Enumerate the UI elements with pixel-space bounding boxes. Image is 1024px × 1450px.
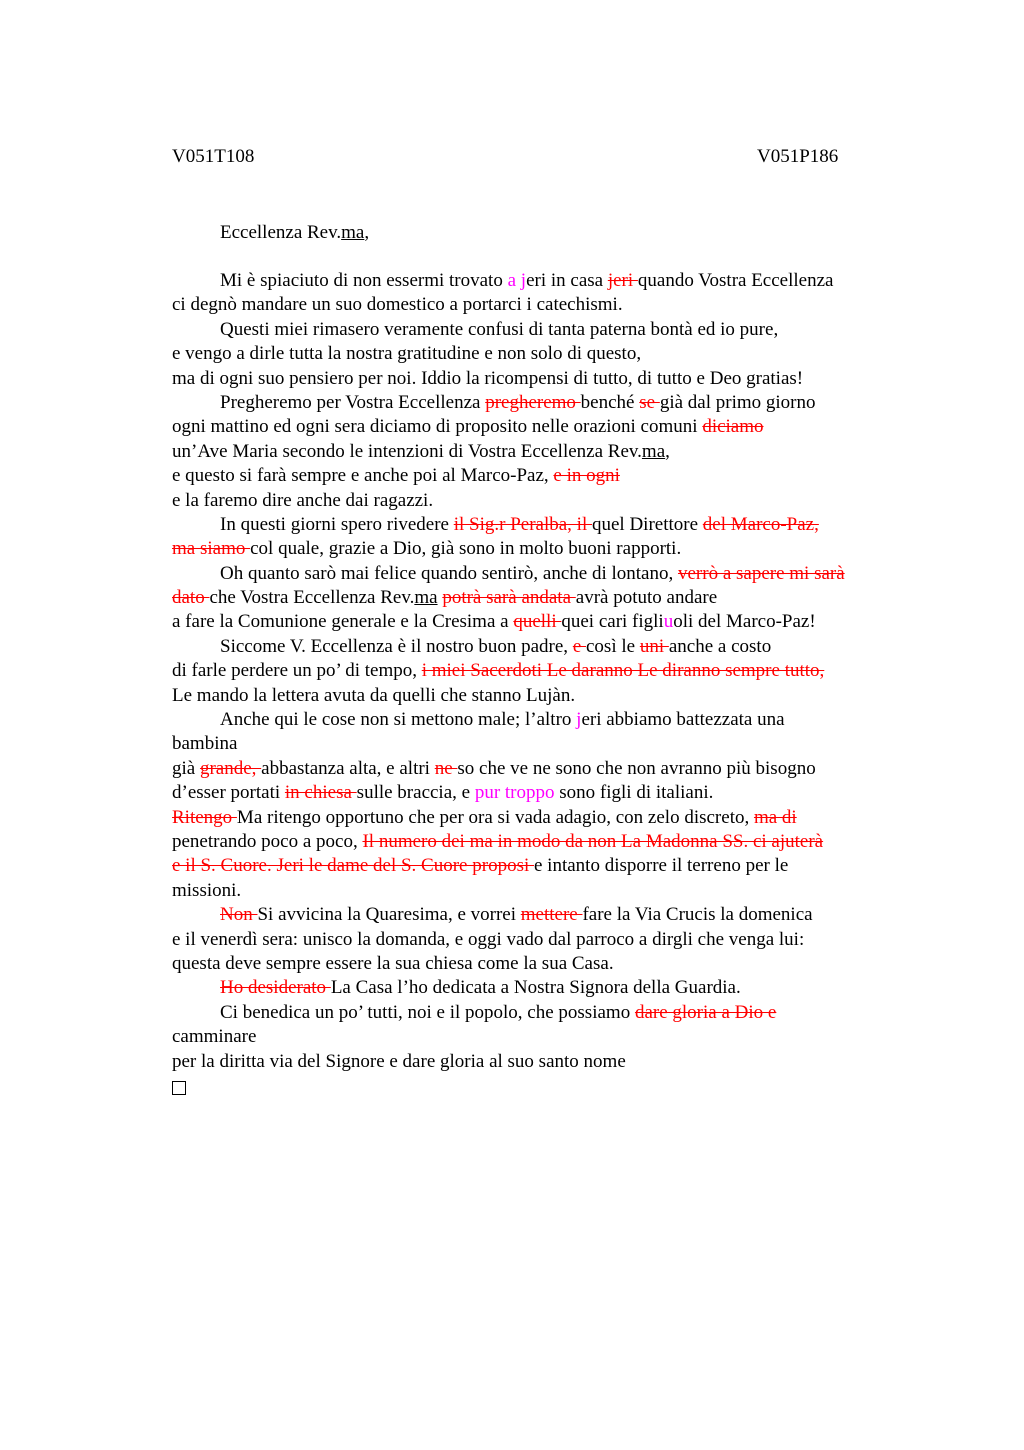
text-span: oli del Marco-Paz!: [673, 611, 816, 633]
text-span: sulle braccia, e: [356, 782, 475, 804]
insertion: u: [663, 611, 674, 633]
text-span: In questi giorni spero rivedere: [220, 513, 454, 535]
letter-line: [172, 610, 892, 634]
insertion: a j: [507, 270, 527, 291]
deletion: e: [572, 635, 586, 657]
text-span: avrà potuto andare: [575, 587, 718, 609]
letter-line: e il venerdì sera: unisco la domanda, e oggi vado dal parroco a dirgli che venga lui:: [172, 928, 805, 950]
text-span: eri abbiamo battezzata una: [581, 709, 785, 731]
letter-line: ci degnò mandare un suo domestico a portarci i catechismi.: [172, 294, 623, 316]
letter-line: ma di ogni suo pensiero per noi. Iddio la ricompensi di tutto, di tutto e Deo gratias!: [172, 367, 804, 389]
text-span: già dal primo giorno: [659, 391, 816, 413]
document-code-left: V051T108: [172, 146, 255, 167]
letter-body: [172, 269, 892, 1098]
deletion: del Marco-Paz,: [702, 513, 819, 535]
deletion: verrò a sapere mi sarà: [677, 562, 845, 584]
deletion: Ho desiderato: [220, 977, 331, 999]
letter-line: [172, 1001, 892, 1025]
letter-line: camminare: [172, 1026, 257, 1048]
insertion: pur troppo: [474, 782, 555, 804]
text-span: benché: [580, 391, 640, 413]
text-span: Siccome V. Eccellenza è il nostro buon padre,: [220, 635, 573, 657]
text-span: ma: [341, 222, 365, 243]
letter-line: [172, 854, 892, 878]
deletion: pregheremo: [485, 391, 581, 413]
letter-line: e la faremo dire anche dai ragazzi.: [172, 489, 434, 511]
letter-line: [172, 806, 892, 830]
text-span: quando Vostra Eccellenza: [637, 270, 834, 291]
text-span: ,: [364, 222, 370, 243]
text-span: La Casa l’ho dedicata a Nostra Signora della Guardia.: [330, 977, 741, 999]
text-span: e questo si farà sempre e anche poi al Marco-Paz,: [172, 465, 554, 487]
letter-line: [172, 513, 892, 537]
deletion: Ritengo: [172, 806, 237, 828]
letter-line: [172, 586, 892, 610]
letter-line: Le mando la lettera avuta da quelli che stanno Lujàn.: [172, 684, 576, 706]
letter-line: [172, 269, 892, 293]
deletion: potrà sarà andata: [442, 587, 576, 609]
deletion: Il numero dei ma in modo da non La Madonna SS. ci ajuterà: [362, 830, 824, 852]
text-span: e intanto disporre il terreno per le: [534, 855, 789, 877]
letter-line: missioni.: [172, 879, 242, 901]
deletion: mettere: [520, 904, 583, 926]
letter-line: [172, 440, 892, 464]
text-span: ma: [641, 440, 666, 462]
letter-line: [172, 757, 892, 781]
text-span: ,: [665, 440, 670, 462]
deletion: grande,: [199, 757, 262, 779]
letter-line: [172, 976, 892, 1000]
text-span: Mi è spiaciuto di non essermi trovato: [220, 270, 508, 291]
text-span: col quale, grazie a Dio, già sono in molto buoni rapporti.: [250, 538, 682, 560]
deletion: dato: [172, 587, 210, 609]
text-span: abbastanza alta, e altri: [261, 757, 435, 779]
deletion: uni: [639, 635, 669, 657]
letter-line: [172, 537, 892, 561]
deletion: il Sig.r Peralba, il: [453, 513, 592, 535]
text-span: che Vostra Eccellenza Rev.: [209, 587, 415, 609]
text-span: ma: [414, 587, 438, 609]
deletion: dare gloria a Dio e: [634, 1001, 777, 1023]
text-span: Ci benedica un po’ tutti, noi e il popolo, che possiamo: [220, 1001, 635, 1023]
deletion: i miei Sacerdoti Le daranno Le diranno sempre tutto,: [421, 660, 825, 682]
letter-line: [172, 415, 892, 439]
letter-line: [172, 659, 892, 683]
text-span: quel Direttore: [592, 513, 703, 535]
deletion: quelli: [513, 611, 562, 633]
text-span: anche a costo: [668, 635, 772, 657]
text-span: eri in casa: [526, 270, 608, 291]
letter-line: [172, 391, 892, 415]
letter-line: per la diritta via del Signore e dare gloria al suo santo nome: [172, 1050, 626, 1072]
letter-line: Questi miei rimasero veramente confusi di tanta paterna bontà ed io pure,: [220, 318, 779, 340]
text-span: un’Ave Maria secondo le intenzioni di Vostra Eccellenza Rev.: [172, 440, 642, 462]
deletion: Non: [220, 904, 258, 926]
deletion: ma siamo: [172, 538, 251, 560]
box-icon: [172, 1081, 186, 1095]
text-span: così le: [586, 635, 640, 657]
text-span: fare la Via Crucis la domenica: [582, 904, 813, 926]
text-span: Anche qui le cose non si mettono male; l’altro: [220, 709, 577, 731]
end-marker: [172, 1074, 892, 1098]
text-span: Oh quanto sarò mai felice quando sentirò, anche di lontano,: [220, 562, 678, 584]
text-span: già: [172, 757, 200, 779]
deletion: ma di: [753, 806, 797, 828]
text-span: quei cari figli: [561, 611, 664, 633]
letter-line: [172, 708, 892, 732]
deletion: e il S. Cuore. Jeri le dame del S. Cuore proposi: [172, 855, 534, 877]
text-span: Si avvicina la Quaresima, e vorrei: [257, 904, 521, 926]
letter-line: [172, 635, 892, 659]
letter-line: questa deve sempre essere la sua chiesa come la sua Casa.: [172, 952, 614, 974]
text-span: penetrando poco a poco,: [172, 830, 363, 852]
text-span: so che ve ne sono che non avranno più bisogno: [457, 757, 816, 779]
text-span: ogni mattino ed ogni sera diciamo di proposito nelle orazioni comuni: [172, 416, 703, 438]
letter-line: [172, 781, 892, 805]
letter-line: [172, 464, 892, 488]
deletion: ne: [434, 757, 458, 779]
deletion: in chiesa: [284, 782, 357, 804]
text-span: a fare la Comunione generale e la Cresima a: [172, 611, 514, 633]
text-span: Pregheremo per Vostra Eccellenza: [220, 391, 486, 413]
deletion: se: [639, 391, 660, 413]
letter-line: bambina: [172, 733, 238, 755]
letter-line: [172, 562, 892, 586]
letter-line: e vengo a dirle tutta la nostra gratitudine e non solo di questo,: [172, 343, 642, 365]
insertion: j: [576, 709, 582, 731]
text-span: di farle perdere un po’ di tempo,: [172, 660, 422, 682]
document-code-right: V051P186: [757, 146, 839, 167]
text-span: sono figli di italiani.: [554, 782, 714, 804]
deletion: diciamo: [702, 416, 764, 438]
letter-line: [172, 830, 892, 854]
text-span: Eccellenza Rev.: [220, 222, 342, 243]
letter-line: [172, 903, 892, 927]
text-span: Ma ritengo opportuno che per ora si vada adagio, con zelo discreto,: [236, 806, 754, 828]
text-span: d’esser portati: [172, 782, 285, 804]
deletion: jeri: [607, 270, 638, 291]
salutation: [220, 222, 369, 244]
deletion: e in ogni: [553, 465, 620, 487]
